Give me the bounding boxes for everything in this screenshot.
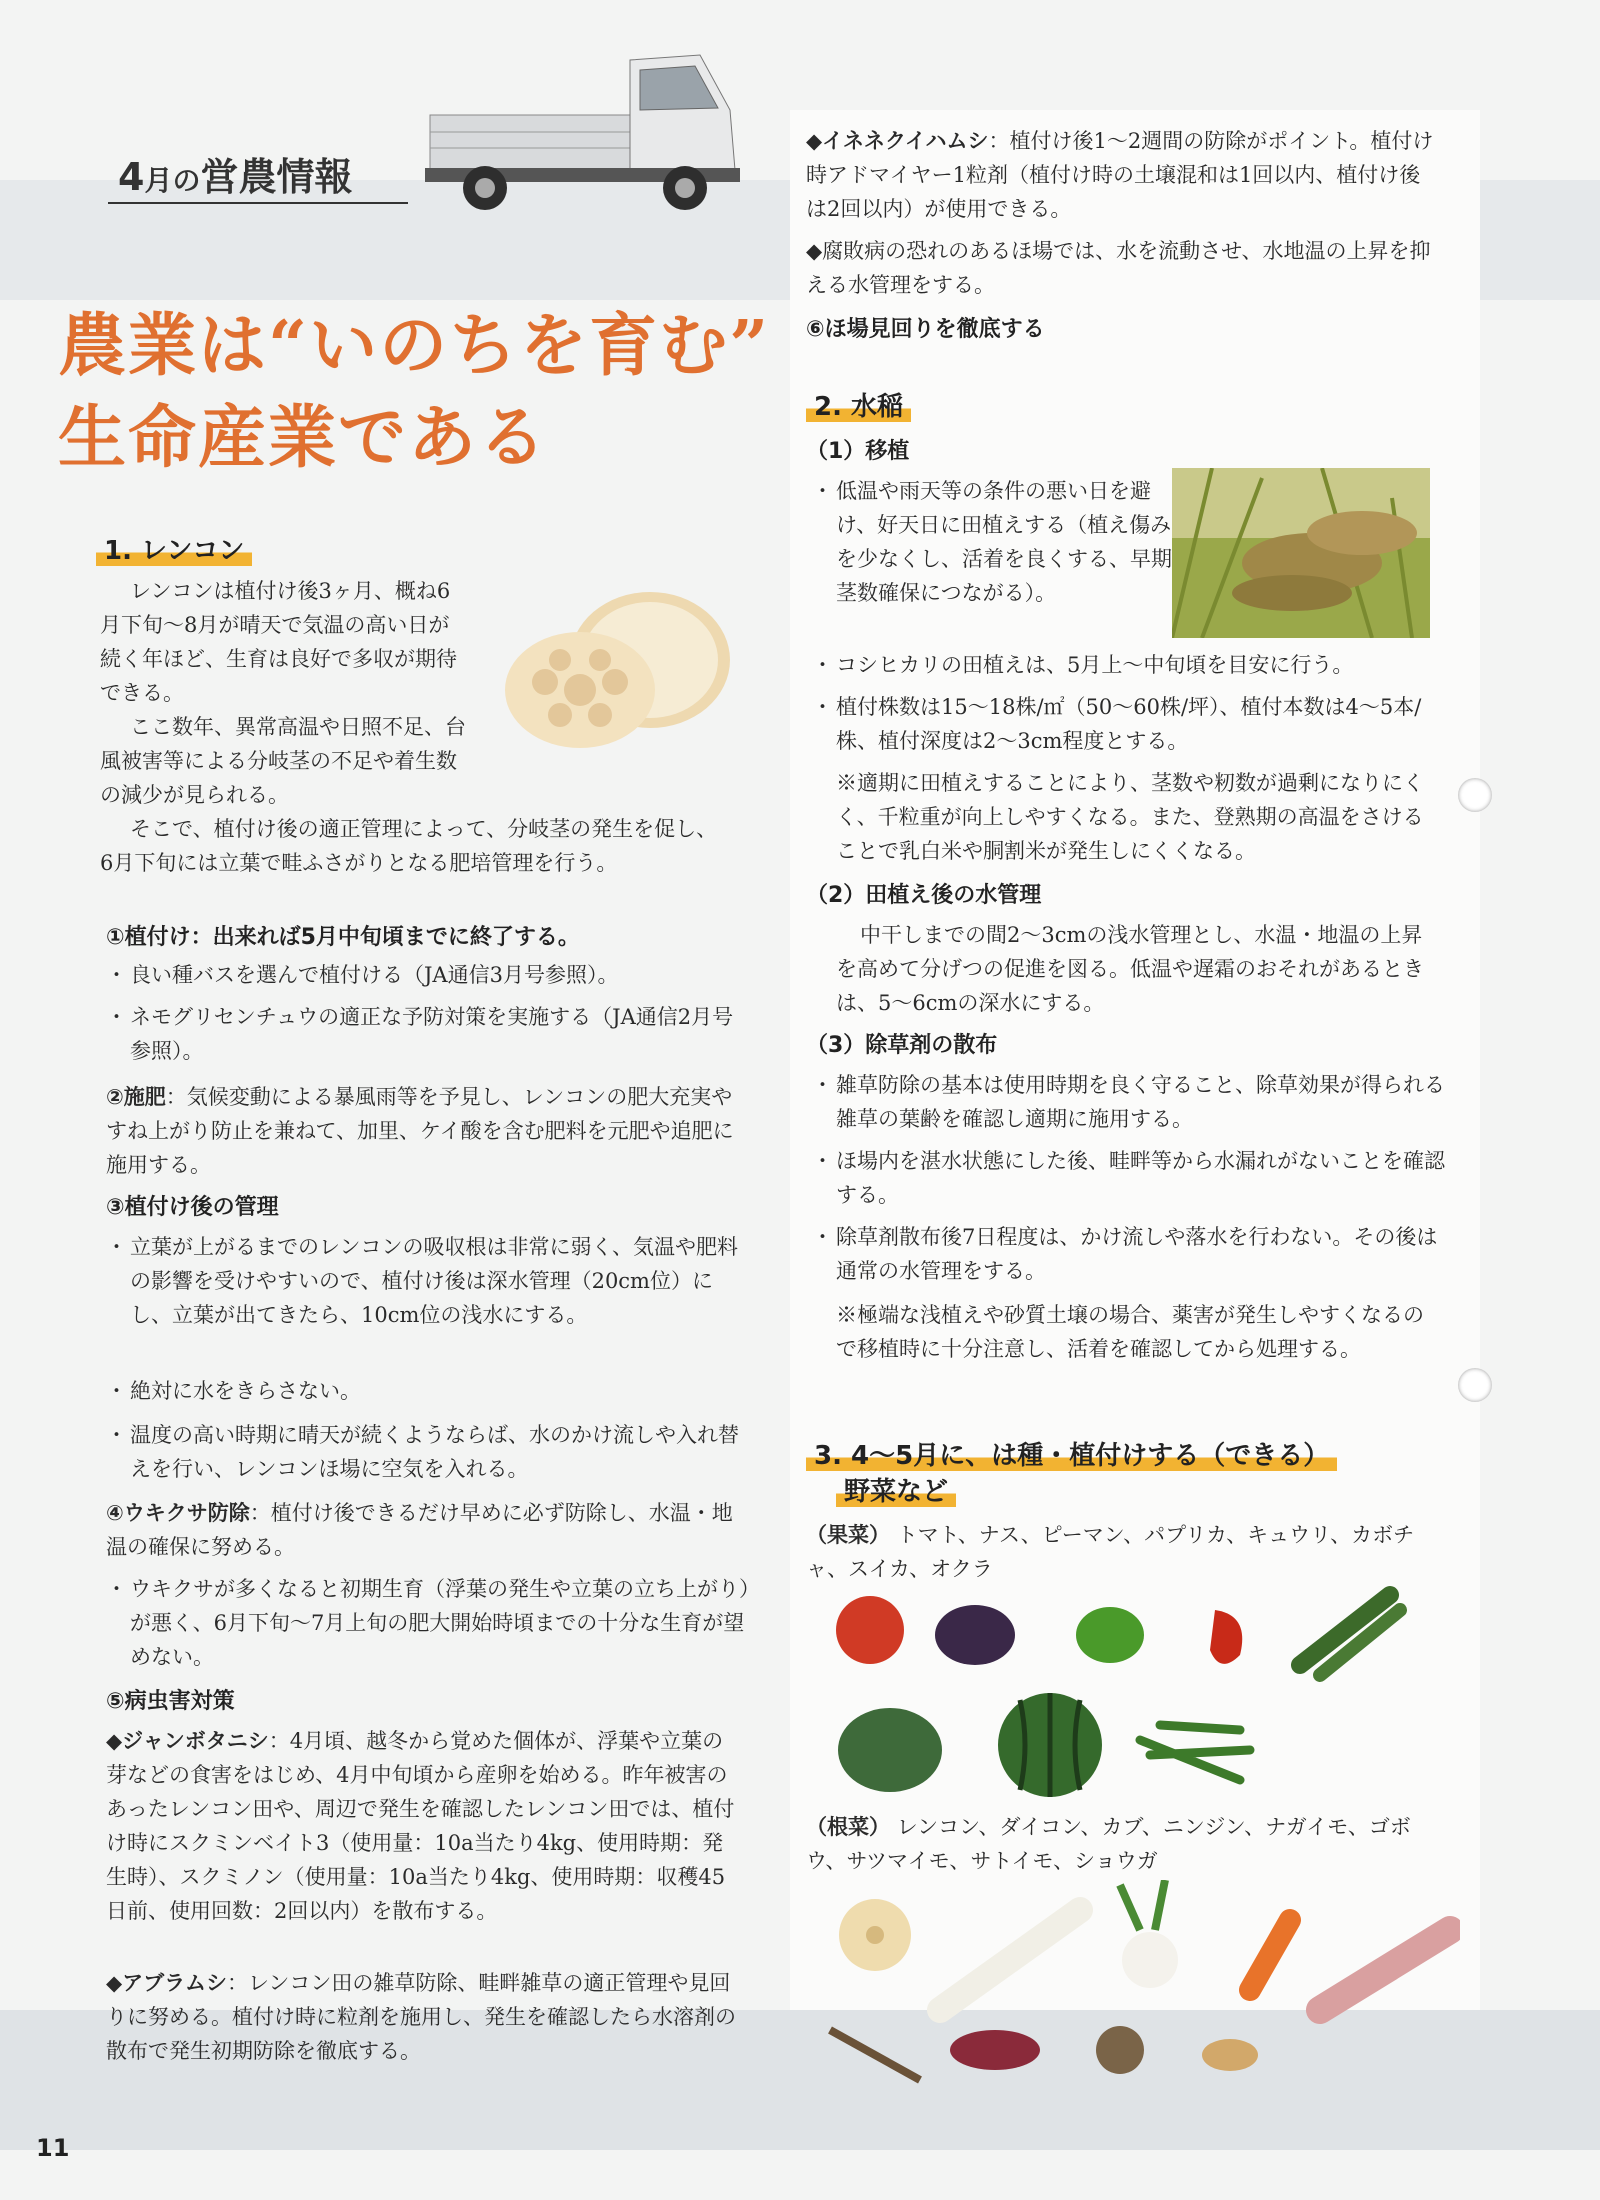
suito-s1-label: （1）移植	[806, 439, 910, 464]
header-title: 4月の営農情報	[118, 155, 353, 199]
renkon-intro-1: レンコンは植付け後3ヶ月、概ね6月下旬～8月が晴天で気温の高い日が続く年ほど、生育は良好で多収が期待できる。	[100, 579, 457, 705]
main-title	[58, 300, 770, 484]
fruit-vegetables-image	[820, 1580, 1420, 1810]
root-vegetables-image	[820, 1880, 1460, 2090]
binder-hole-1	[1458, 778, 1492, 812]
suito-s2-label: （2）田植え後の水管理	[806, 883, 1042, 908]
page-number: 11	[36, 2134, 70, 2162]
suito-s2-text: 中干しまでの間2～3cmの浅水管理とし、水温・地温の上昇を高めて分げつの促進を図る。低温や遅霜のおそれがあるときは、5～6cmの深水にする。	[836, 923, 1424, 1015]
lotus-root-image	[500, 590, 740, 750]
renkon-s3-b2: ・ 絶対に水をきらさない。	[112, 1374, 750, 1408]
suito-heading: 2. 水稲	[806, 386, 911, 423]
suito-s1-note: ※適期に田植えすることにより、茎数や籾数が過剰になりにくく、千粒重が向上しやすくなる。また、登熟期の高温をさけることで乳白米や胴割米が発生しにくくなる。	[836, 771, 1424, 863]
renkon-s2: ②施肥：気候変動による暴風雨等を予見し、レンコンの肥大充実やすね上がり防止を兼ねて、加里、ケイ酸を含む肥料を元肥や追肥に施用する。	[106, 1085, 734, 1177]
renkon-intro-3: そこで、植付け後の適正管理によって、分岐茎の発生を促し、6月下旬には立葉で畦ふさがりとなる肥培管理を行う。	[100, 817, 718, 875]
renkon-s4: ④ウキクサ防除：植付け後できるだけ早めに必ず防除し、水温・地温の確保に努める。	[106, 1501, 733, 1559]
renkon-s4-b1: ・ ウキクサが多くなると初期生育（浮葉の発生や立葉の立ち上がり）が悪く、6月下旬～7月上旬の肥大開始時頃までの十分な生育が望めない。	[112, 1572, 750, 1674]
yasai-heading: 3. 4～5月に、は種・植付けする（できる） 野菜など	[806, 1438, 1337, 1510]
rice-image	[1172, 468, 1430, 638]
section-header	[108, 140, 408, 204]
renkon-s3-label: ③植付け後の管理	[106, 1195, 279, 1220]
suito-s3-note: ※極端な浅植えや砂質土壌の場合、薬害が発生しやすくなるので移植時に十分注意し、活着を確認してから処理する。	[836, 1303, 1424, 1361]
suito-s1-b2: ・ コシヒカリの田植えは、5月上～中旬頃を目安に行う。	[818, 648, 1446, 682]
renkon-intro-2: ここ数年、異常高温や日照不足、台風被害等による分岐茎の不足や着生数の減少が見られる。	[100, 715, 466, 807]
kasai-text: （果菜） トマト、ナス、ピーマン、パプリカ、キュウリ、カボチャ、スイカ、オクラ	[806, 1523, 1415, 1581]
main-title-line1: 農業は“いのちを育む”	[58, 306, 771, 386]
truck-illustration	[420, 40, 750, 220]
renkon-s1-label: ①植付け：出来れば5月中旬頃までに終了する。	[106, 925, 580, 950]
renkon-s5-p1: ◆ジャンボタニシ：4月頃、越冬から覚めた個体が、浮葉や立葉の芽などの食害をはじめ、4月中旬頃から産卵を始める。昨年被害のあったレンコン田や、周辺で発生を確認したレンコン田では、植付け時にスクミンベイト3（使用量：10a当たり4kg、使用時期：発生時）、スクミノン（使用量：10a当たり4kg、使用時期：収穫45日前、使用回数：2回以内）を散布する。	[106, 1729, 735, 1923]
suito-s3-b1: ・ 雑草防除の基本は使用時期を良く守ること、除草効果が得られる雑草の葉齢を確認し適期に施用する。	[818, 1068, 1446, 1136]
main-title-line2: 生命産業である	[58, 398, 549, 478]
renkon-s5-label: ⑤病虫害対策	[106, 1689, 235, 1714]
suito-s3-b2: ・ ほ場内を湛水状態にした後、畦畔等から水漏れがないことを確認する。	[818, 1144, 1446, 1212]
renkon-s5-p2: ◆アブラムシ：レンコン田の雑草防除、畦畔雑草の適正管理や見回りに努める。植付け時に粒剤を施用し、発生を確認したら水溶剤の散布で発生初期防除を徹底する。	[106, 1971, 736, 2063]
renkon-s3-b1: ・ 立葉が上がるまでのレンコンの吸収根は非常に弱く、気温や肥料の影響を受けやすいので、植付け後は深水管理（20cm位）にし、立葉が出てきたら、10cm位の浅水にする。	[112, 1230, 750, 1332]
konsai-text: （根菜） レンコン、ダイコン、カブ、ニンジン、ナガイモ、ゴボウ、サツマイモ、サトイモ、ショウガ	[806, 1815, 1411, 1873]
suito-s1-b1: ・ 低温や雨天等の条件の悪い日を避け、好天日に田植えする（植え傷みを少なくし、活着を良くする、早期茎数確保につながる）。	[818, 474, 1176, 610]
suito-s3-label: （3）除草剤の散布	[806, 1033, 998, 1058]
renkon-s1-b2: ・ ネモグリセンチュウの適正な予防対策を実施する（JA通信2月号参照）。	[112, 1000, 750, 1068]
suito-s1-b3: ・ 植付株数は15～18株/㎡（50～60株/坪）、植付本数は4～5本/株、植付深度は2～3cm程度とする。	[818, 690, 1446, 758]
fuhai-paragraph: ◆腐敗病の恐れのあるほ場では、水を流動させ、水地温の上昇を抑える水管理をする。	[806, 239, 1431, 297]
binder-hole-2	[1458, 1368, 1492, 1402]
renkon-heading: 1. レンコン	[96, 530, 252, 567]
ine-paragraph: ◆イネネクイハムシ：植付け後1～2週間の防除がポイント。植付け時アドマイヤー1粒剤（植付け時の土壌混和は1回以内、植付け後は2回以内）が使用できる。	[806, 129, 1434, 221]
renkon-s1-b1: ・ 良い種バスを選んで植付ける（JA通信3月号参照）。	[112, 958, 750, 992]
suito-s3-b3: ・ 除草剤散布後7日程度は、かけ流しや落水を行わない。その後は通常の水管理をする。	[818, 1220, 1446, 1288]
renkon-s3-b3: ・ 温度の高い時期に晴天が続くようならば、水のかけ流しや入れ替えを行い、レンコンほ場に空気を入れる。	[112, 1418, 750, 1486]
s6-label: ⑥ほ場見回りを徹底する	[806, 317, 1045, 342]
